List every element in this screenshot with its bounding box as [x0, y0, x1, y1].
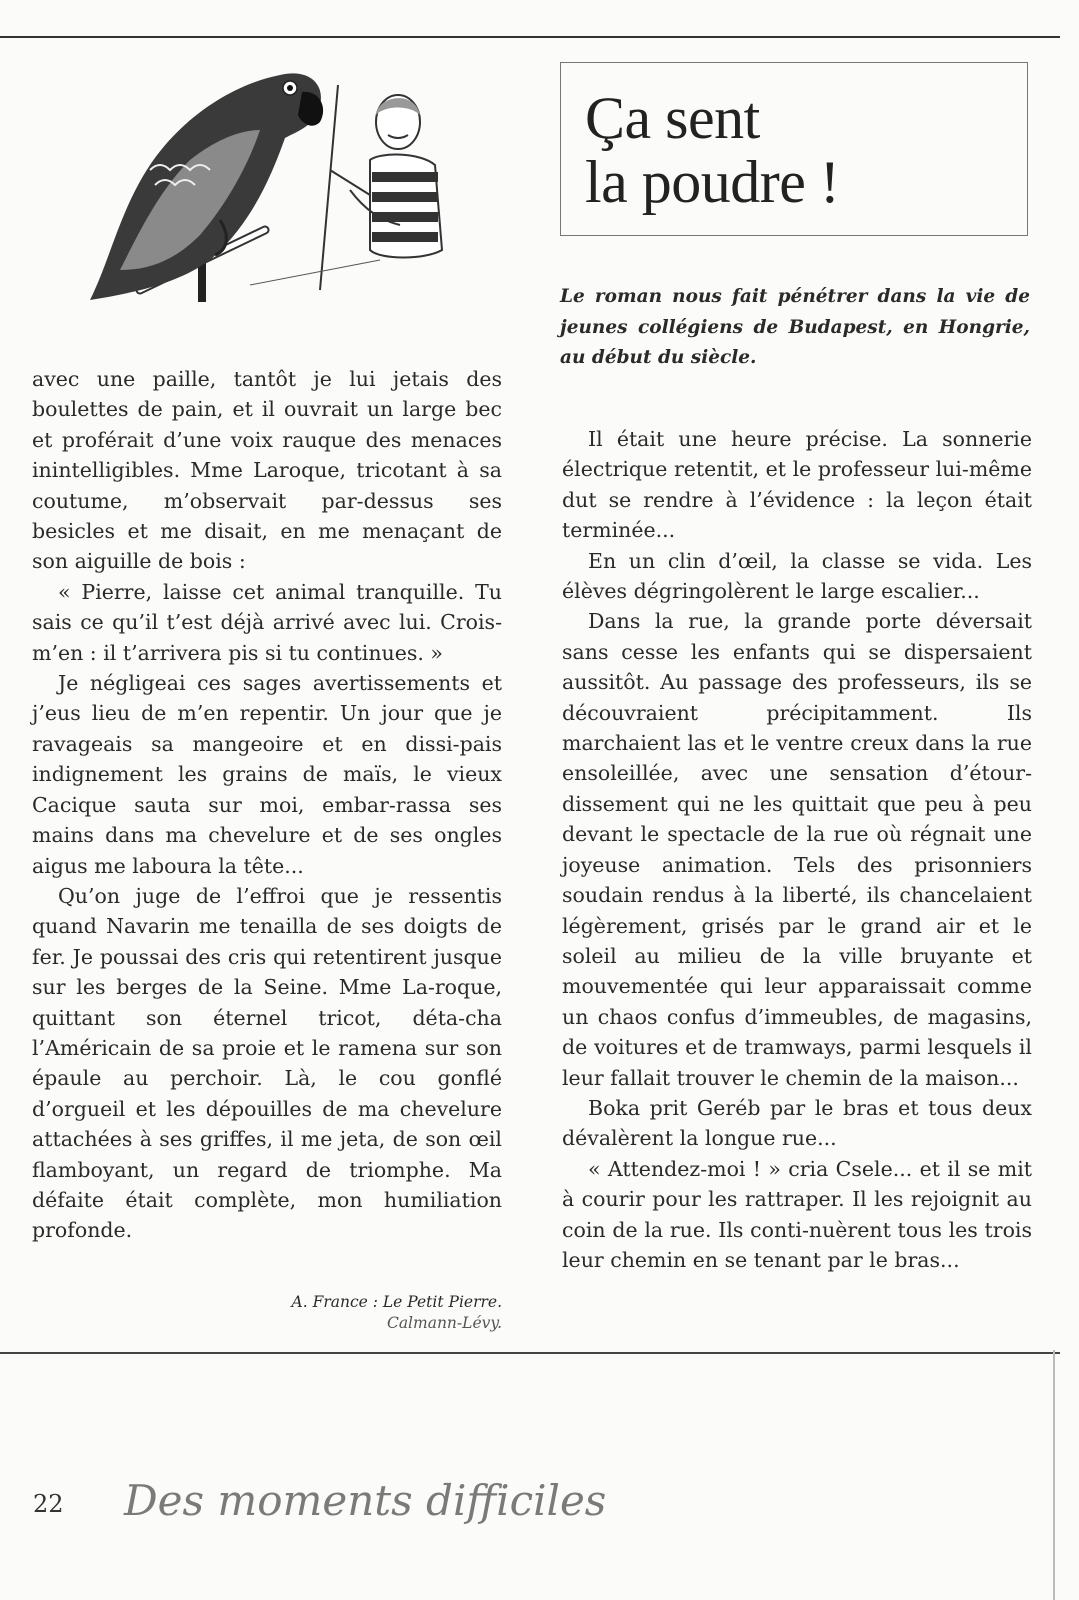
stick [320, 85, 338, 290]
chapter-title-line1: Ça sent [585, 85, 760, 151]
paragraph: avec une paille, tantôt je lui jetais des boulettes de pain, et il ouvrait un large bec et proférait d’une voix rauque des menaces inintelligibles. Mme Laroque, tricotant à sa coutume, m’observait par-dessus ses besicles et me disait, en me menaçant de son aiguille de bois : [32, 367, 502, 574]
right-column-text [562, 424, 1032, 1275]
source-credit: A. France : Le Petit Pierre. [291, 1293, 502, 1311]
parrot-and-boy-illustration [80, 60, 450, 320]
paragraph: « Pierre, laisse cet animal tranquille. Tu sais ce qu’il t’est déjà arrivé avec lui. Crois-m’en : il t’arrivera pis si tu continues. » [32, 579, 502, 665]
bottom-rule [0, 1352, 1060, 1354]
left-column-text [32, 364, 502, 1246]
publisher-credit: Calmann-Lévy. [386, 1314, 502, 1332]
paragraph: Je négligeai ces sages avertissements et j’eus lieu de m’en repentir. Un jour que je ravageais sa mangeoire et en dissi-pais indignement les grains de maïs, le vieux Cacique sauta sur moi, embar-rassa ses mains dans ma chevelure et de ses ongles aigus me laboura la tête... [32, 671, 502, 878]
paragraph: Qu’on juge de l’effroi que je ressentis quand Navarin me tenailla de ses doigts de fer. Je poussai des cris qui retentirent jusque sur les berges de la Seine. Mme La-roque, quittant son éternel tricot, déta-cha l’Américain de sa proie et le ramena sur son épaule au perchoir. Là, le cou gonflé d’orgueil et les dépouilles de ma chevelure attachées à ses griffes, il me jeta, de son œil flamboyant, un regard de triomphe. Ma défaite était complète, mon humiliation profonde. [32, 883, 502, 1243]
top-rule [0, 36, 1060, 38]
parrot [90, 73, 323, 300]
chapter-intro: Le roman nous fait pénétrer dans la vie de jeunes collégiens de Budapest, en Hongrie, au début du siècle. [560, 286, 1030, 368]
paragraph: En un clin d’œil, la classe se vida. Les élèves dégringolèrent le large escalier... [562, 548, 1032, 604]
chapter-title-box [560, 62, 1028, 236]
paragraph: Dans la rue, la grande porte déversait sans cesse les enfants qui se dispersaient aussitôt. Au passage des professeurs, ils se découvraient précipitamment. Ils marchaient las et le ventre creux dans la rue ensoleillée, avec une sensation d’étour-dissement qui ne les quittait que peu à peu devant le spectacle de la rue où régnait une joyeuse animation. Tels des prisonniers soudain rendus à la liberté, ils chancelaient légèrement, grisés par le grand air et le soleil au milieu de la ville bruyante et mouvementée qui leur apparaissait comme un chaos confus d’immeubles, de magasins, de voitures et de tramways, parmi lesquels il leur fallait trouver le chemin de la maison... [562, 609, 1032, 1090]
paragraph: « Attendez-moi ! » cria Csele... et il se mit à courir pour les rattraper. Il les rejoignit au coin de la rue. Ils conti-nuèrent tous les trois leur chemin en se tenant par le bras... [562, 1156, 1032, 1272]
page-edge [1053, 1350, 1055, 1600]
page-number: 22 [33, 1490, 64, 1518]
paragraph: Il était une heure précise. La sonnerie électrique retentit, et le professeur lui-même dut se rendre à l’évidence : la leçon était terminée... [562, 427, 1032, 543]
running-title: Des moments difficiles [124, 1476, 607, 1525]
paragraph: Boka prit Geréb par le bras et tous deux dévalèrent la longue rue... [562, 1095, 1032, 1151]
chapter-title-line2: la poudre ! [585, 149, 840, 215]
